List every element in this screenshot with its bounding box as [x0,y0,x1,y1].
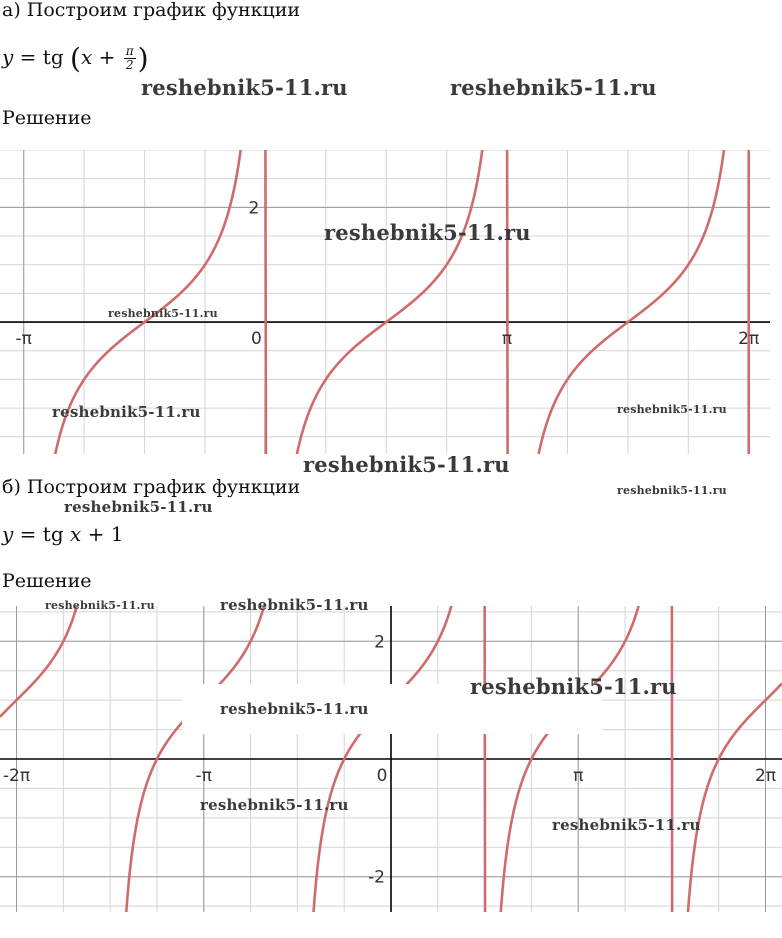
watermark: reshebnik5-11.ru [108,307,218,320]
fraction-denominator: 2 [125,58,134,72]
formula-part-a [2,42,149,75]
formula-b-var: x [70,522,82,546]
formula-b-eq: = [13,522,43,546]
formula-plus: + [92,45,122,69]
watermark: reshebnik5-11.ru [552,816,701,834]
watermark: reshebnik5-11.ru [220,596,369,614]
formula-b-lhs: y [2,522,14,546]
watermark: reshebnik5-11.ru [303,452,510,477]
heading-part-a: а) Построим график функции [2,0,301,21]
x-tick-label: 2π [754,766,777,786]
y-tick-label: 2 [248,198,260,219]
x-tick-label: -π [195,766,212,786]
watermark: reshebnik5-11.ru [141,75,348,100]
solution-label-b: Решение [2,570,92,592]
heading-part-b: б) Построим график функции [2,476,301,498]
chart-b [0,606,782,912]
x-tick-label: -2π [2,766,31,786]
formula-fn: tg [42,45,64,69]
watermark: reshebnik5-11.ru [617,403,727,416]
x-tick-label: 0 [250,329,262,350]
paren-close: ) [137,42,149,75]
watermark: reshebnik5-11.ru [52,403,201,421]
fraction-numerator: π [125,44,134,58]
formula-fraction [124,45,136,72]
formula-b-rest: + 1 [81,522,124,546]
watermark: reshebnik5-11.ru [617,484,727,497]
formula-eq: = [13,45,43,69]
watermark: reshebnik5-11.ru [64,498,213,516]
watermark: reshebnik5-11.ru [324,220,531,245]
watermark: reshebnik5-11.ru [450,75,657,100]
solution-label-a: Решение [2,107,92,129]
paren-open: ( [70,42,81,75]
watermark: reshebnik5-11.ru [45,599,155,612]
x-tick-label: π [573,766,584,786]
watermark: reshebnik5-11.ru [200,796,349,814]
x-tick-label: 2π [738,329,760,350]
formula-arg-var: x [80,45,93,69]
formula-b-fn: tg [42,522,64,546]
x-tick-label: -π [15,329,32,350]
y-tick-label: 2 [374,632,385,653]
watermark: reshebnik5-11.ru [220,700,369,718]
formula-part-b [2,522,123,546]
x-tick-label: 0 [376,766,388,786]
watermark: reshebnik5-11.ru [470,674,677,699]
y-tick-label: -2 [368,867,385,888]
formula-lhs: y [2,45,14,69]
x-tick-label: π [501,329,513,350]
